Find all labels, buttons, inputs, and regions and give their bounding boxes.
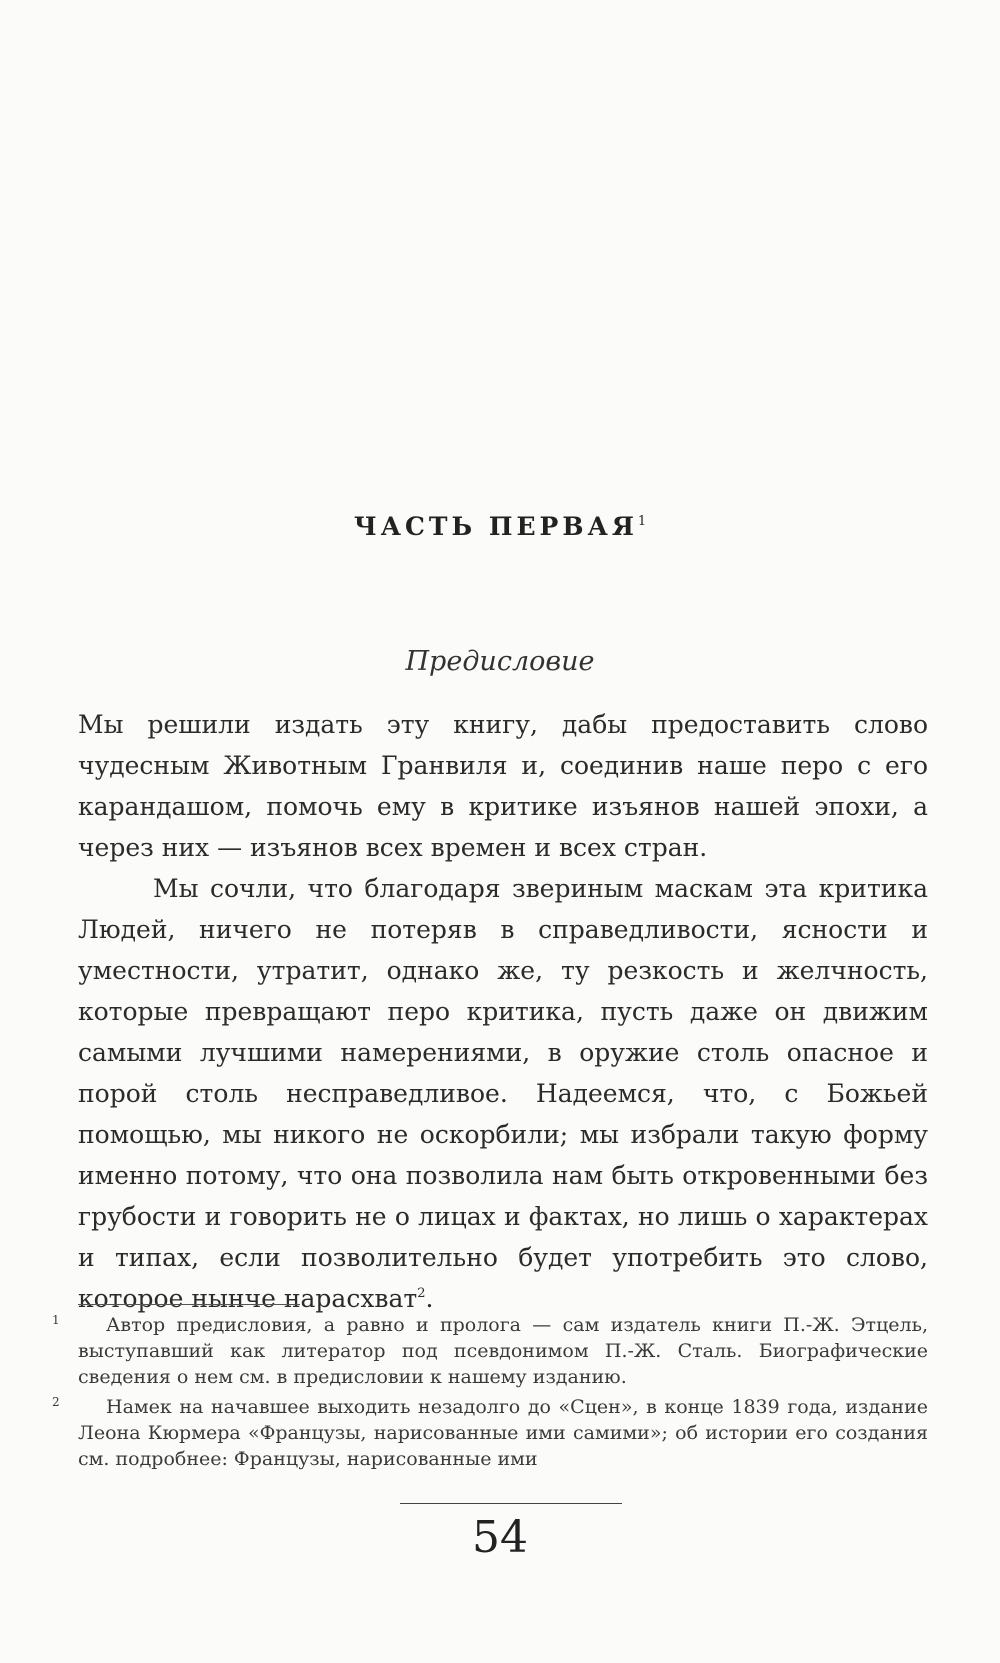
- footnote-ref-1: 1: [637, 514, 647, 529]
- footnotes: [52, 1312, 928, 1476]
- page-number: 54: [472, 1512, 528, 1563]
- page-number-rule: [400, 1503, 622, 1504]
- part-title-text: ЧАСТЬ ПЕРВАЯ: [353, 512, 638, 541]
- footnote-text: Автор предисловия, а равно и пролога — сам издатель книги П.-Ж. Этцель, выступавший как литератор под псевдонимом П.-Ж. Сталь. Биографические сведения о нем см. в предисловии к нашему изданию.: [78, 1314, 928, 1388]
- part-heading: [0, 512, 1000, 541]
- paragraph: Мы решили издать эту книгу, дабы предоставить слово чудесным Животным Гранвиля и, соединив наше перо с его карандашом, помочь ему в критике изъянов нашей эпохи, а через них — изъянов всех времен и всех стран.: [78, 710, 928, 862]
- footnote: [52, 1312, 928, 1390]
- paragraph: [78, 868, 928, 1319]
- footnote: [52, 1394, 928, 1472]
- main-text: [78, 704, 928, 1319]
- paragraph-text: Мы сочли, что благодаря звериным маскам эта критика Людей, ничего не потеряв в справедливости, ясности и уместности, утратит, однако же, ту резкость и желчность, которые превращают перо критика, пусть даже он движим самыми лучшими намерениями, в оружие столь опасное и порой столь несправедливое. Надеемся, что, с Божьей помощью, мы никого не оскорбили; мы избрали такую форму именно потому, что она позволила нам быть откровенными без грубости и говорить не о лицах и фактах, но лишь о характерах и типах, если позволительно будет употребить это слово, которое нынче нарасхват: [78, 874, 928, 1313]
- footnote-mark: 2: [52, 1395, 60, 1409]
- footnote-separator: [78, 1304, 300, 1305]
- section-heading: Предисловие: [405, 646, 595, 677]
- footnote-text: Намек на начавшее выходить незадолго до «Сцен», в конце 1839 года, издание Леона Кюрмера «Французы, нарисованные ими самими»; об истории его создания см. подробнее: Французы, нарисованные ими: [78, 1396, 928, 1470]
- footnote-ref-2: 2: [417, 1286, 426, 1301]
- paragraph-end: .: [425, 1284, 434, 1313]
- footnote-mark: 1: [52, 1313, 60, 1327]
